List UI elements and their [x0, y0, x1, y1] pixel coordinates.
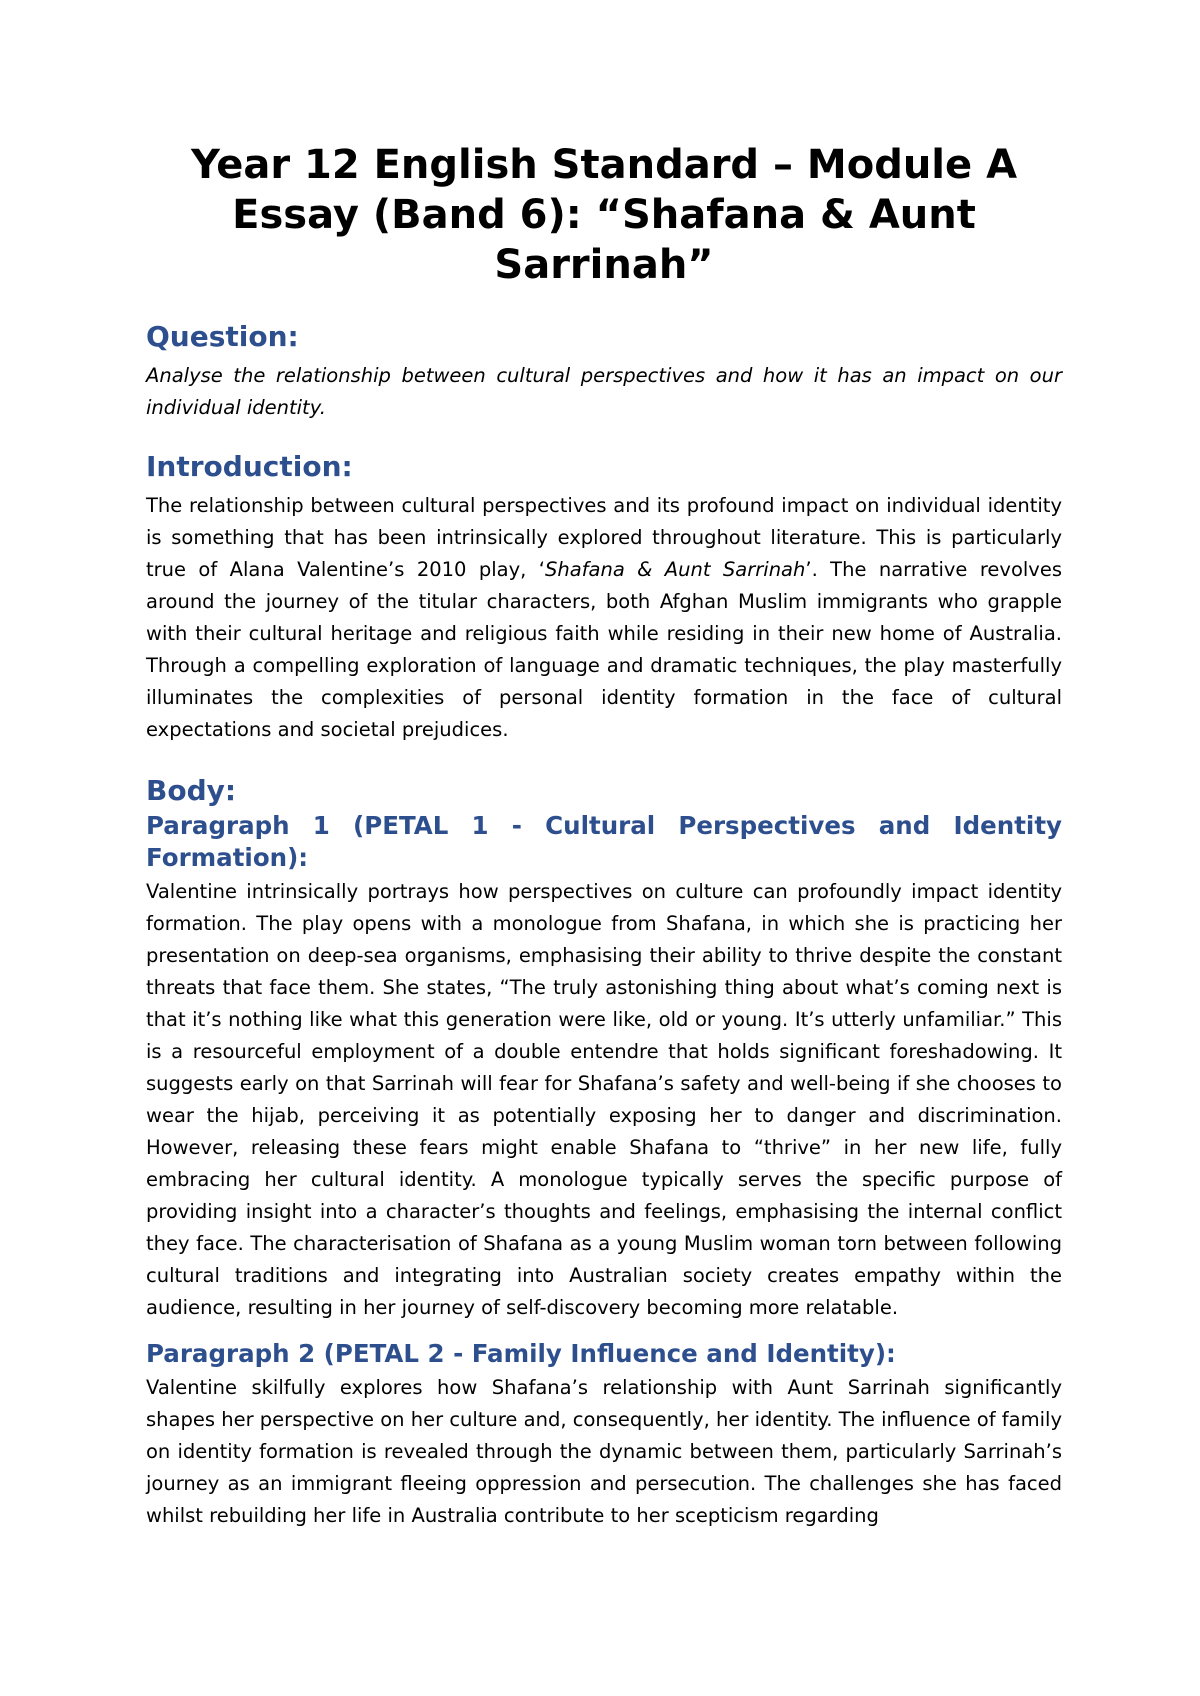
body-section — [146, 774, 1062, 1532]
introduction-heading: Introduction: — [146, 450, 353, 483]
question-text: Analyse the relationship between cultural perspectives and how it has an impact on our individual identity. — [146, 364, 1062, 419]
paragraph-1-text: Valentine intrinsically portrays how perspectives on culture can profoundly impact identity formation. The play opens with a monologue from Shafana, in which she is practicing her presentation on deep-sea organisms, emphasising their ability to thrive despite the constant threats that face them. She states, “The truly astonishing thing about what’s coming next is that it’s nothing like what this generation were like, old or young. It’s utterly unfamiliar.” This is a resourceful employment of a double entendre that holds significant foreshadowing. It suggests early on that Sarrinah will fear for Shafana’s safety and well-being if she chooses to wear the hijab, perceiving it as potentially exposing her to danger and discrimination. However, releasing these fears might enable Shafana to “thrive” in her new life, fully embracing her cultural identity. A monologue typically serves the specific purpose of providing insight into a character’s thoughts and feelings, emphasising the internal conflict they face. The characterisation of Shafana as a young Muslim woman torn between following cultural traditions and integrating into Australian society creates empathy within the audience, resulting in her journey of self-discovery becoming more relatable. — [146, 880, 1062, 1319]
question-heading: Question: — [146, 320, 299, 353]
paragraph-1-heading: Paragraph 1 (PETAL 1 - Cultural Perspectives and Identity Formation): — [146, 811, 1062, 872]
introduction-text-start: The relationship between cultural perspectives and its profound impact on individual identity is something that has been intrinsically explored throughout literature. This is particularly true of Alana Valentine’s 2010 play, ‘ — [146, 494, 1062, 581]
introduction-text — [146, 490, 1062, 746]
body-heading: Body: — [146, 774, 237, 807]
introduction-text-end: ’. The narrative revolves around the journey of the titular characters, both Afghan Muslim immigrants who grapple with their cultural heritage and religious faith while residing in their new home of Australia. Through a compelling exploration of language and dramatic techniques, the play masterfully illuminates the complexities of personal identity formation in the face of cultural expectations and societal prejudices. — [146, 558, 1063, 741]
document-page — [146, 140, 1062, 1532]
question-section — [146, 320, 1062, 424]
introduction-section — [146, 450, 1062, 746]
paragraph-2-heading: Paragraph 2 (PETAL 2 - Family Influence and Identity): — [146, 1339, 896, 1368]
paragraph-2-text: Valentine skilfully explores how Shafana’s relationship with Aunt Sarrinah significantly shapes her perspective on her culture and, consequently, her identity. The influence of family on identity formation is revealed through the dynamic between them, particularly Sarrinah’s journey as an immigrant fleeing oppression and persecution. The challenges she has faced whilst rebuilding her life in Australia contribute to her scepticism regarding — [146, 1376, 1062, 1527]
document-title: Year 12 English Standard – Module A Essay (Band 6): “Shafana & Aunt Sarrinah” — [190, 142, 1018, 288]
play-title: Shafana & Aunt Sarrinah — [544, 558, 806, 581]
